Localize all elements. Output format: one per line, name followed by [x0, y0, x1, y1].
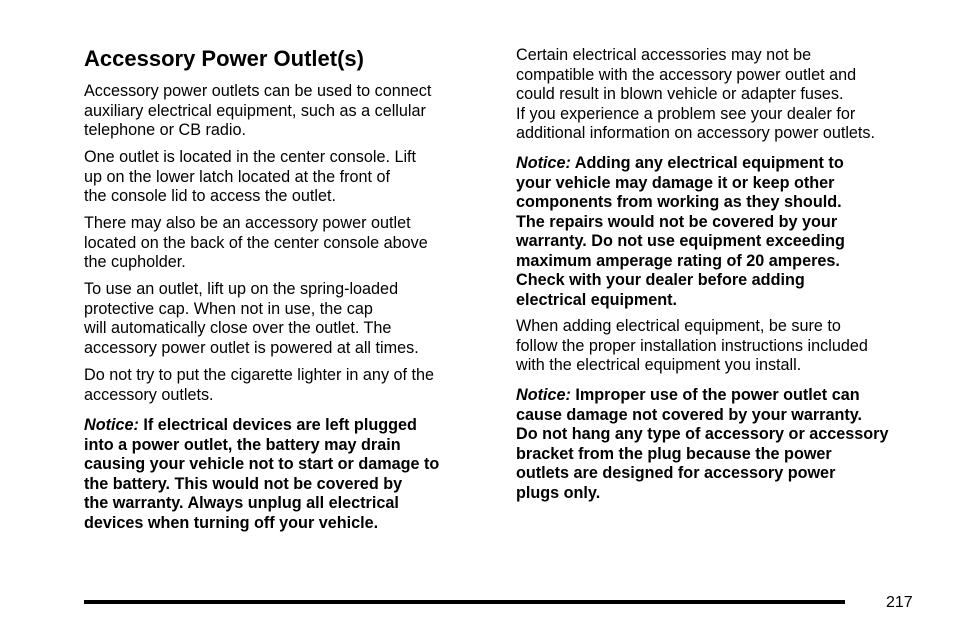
- paragraph-rear-outlet: There may also be an accessory power outlet located on the back of the center console above the cupholder.: [84, 214, 428, 271]
- paragraph-outlet-location: One outlet is located in the center console. Lift up on the lower latch located at the front of the console lid to access the outlet.: [84, 148, 417, 205]
- paragraph-lighter-warning: Do not try to put the cigarette lighter in any of the accessory outlets.: [84, 366, 435, 404]
- footer-rule: [84, 600, 845, 604]
- notice-label: Notice:: [84, 416, 139, 434]
- notice-text: Adding any electrical equipment to your vehicle may damage it or keep other components from working as they should. The repairs would not be covered by your warranty. Do not use equipment exceeding maximum amperage rating of 20 amperes. Check with your dealer before adding electrical equipment.: [516, 154, 845, 309]
- notice-label: Notice:: [516, 386, 571, 404]
- section-heading: Accessory Power Outlet(s): [84, 46, 364, 71]
- notice-battery-drain: [84, 416, 439, 533]
- paragraph-installation: When adding electrical equipment, be sure to follow the proper installation instructions included with the electrical equipment you install.: [516, 317, 868, 374]
- paragraph-connect: Accessory power outlets can be used to connect auxiliary electrical equipment, such as a cellular telephone or CB radio.: [84, 82, 432, 139]
- notice-equipment-damage: [516, 154, 845, 310]
- paragraph-compatibility: Certain electrical accessories may not be compatible with the accessory power outlet and could result in blown vehicle or adapter fuses. If you experience a problem see your dealer for additional information on accessory power outlets.: [516, 46, 876, 142]
- paragraph-use-outlet: To use an outlet, lift up on the spring-loaded protective cap. When not in use, the cap will automatically close over the outlet. The accessory power outlet is powered at all times.: [84, 280, 419, 357]
- notice-label: Notice:: [516, 154, 571, 172]
- page-number: 217: [886, 594, 913, 611]
- notice-text: Improper use of the power outlet can cause damage not covered by your warranty. Do not hang any type of accessory or accessory bracket from the plug because the power outlets are designed for accessory power plugs only.: [516, 386, 889, 502]
- notice-improper-use: [516, 386, 888, 503]
- notice-text: If electrical devices are left plugged into a power outlet, the battery may drain causing your vehicle not to start or damage to the battery. This would not be covered by the warranty. Always unplug all electrical devices when turning off your vehicle.: [84, 416, 440, 532]
